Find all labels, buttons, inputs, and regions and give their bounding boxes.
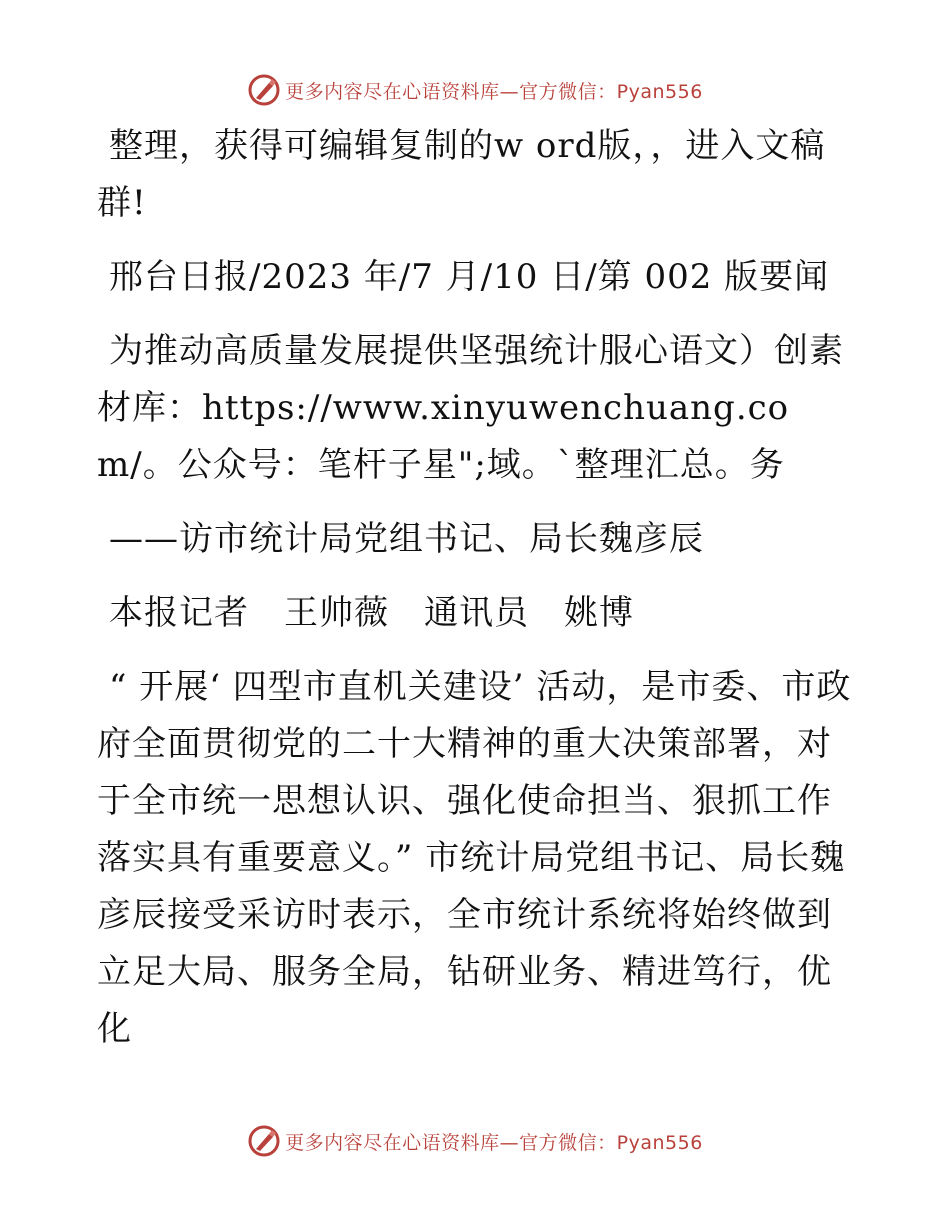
header-banner <box>0 70 950 110</box>
footer-banner <box>0 1121 950 1161</box>
paragraph-byline: 本报记者 王帅薇 通讯员 姚博 <box>109 593 634 633</box>
banner-text: 更多内容尽在心语资料库—官方微信：Pyan556 <box>285 80 703 103</box>
paragraph-source: 邢台日报/2023 年/7 月/10 日/第 002 版要闻 <box>109 257 830 297</box>
paragraph-subtitle: ——访市统计局党组书记、局长魏彦辰 <box>109 519 704 559</box>
pen-seal-icon <box>247 73 281 107</box>
pen-seal-icon <box>247 1124 281 1158</box>
paragraph-body: “ 开展‘ 四型市直机关建设’ 活动，是市委、市政府全面贯彻党的二十大精神的重大决策部署，对于全市统一思想认识、强化使命担当、狠抓工作落实具有重要意义。” 市统计局党组书记、局长魏彦辰接受采访时表示，全市统计系统将始终做到立足大局、服务全局，钻研业务、精进笃行，优化 <box>97 667 852 1049</box>
document-body <box>97 118 857 1075</box>
banner-text: 更多内容尽在心语资料库—官方微信：Pyan556 <box>285 1131 703 1154</box>
paragraph-headline: 为推动高质量发展提供坚强统计服心语文）创素材库：https://www.xinyuwenchuang.com/。公众号：笔杆子星";域。`整理汇总。务 <box>97 331 844 485</box>
paragraph-intro: 整理，获得可编辑复制的w ord版，，进入文稿群! <box>97 126 826 223</box>
